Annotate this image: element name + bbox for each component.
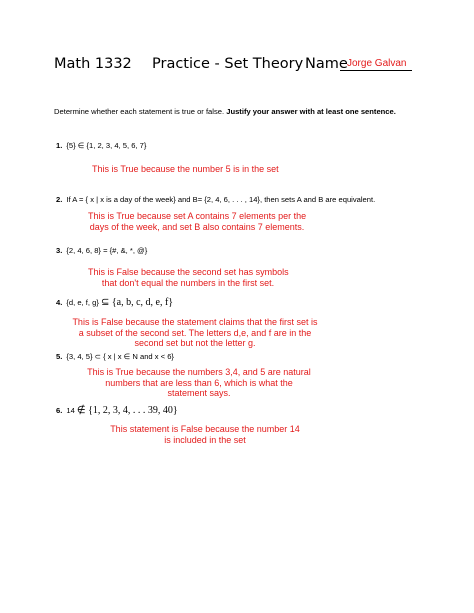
question-text: 14 xyxy=(66,406,77,415)
answer-line: second set but not the letter g. xyxy=(134,338,256,348)
question-text: {5} ∈ {1, 2, 3, 4, 5, 6, 7} xyxy=(66,141,147,150)
course-title: Math 1332 xyxy=(54,56,132,72)
question-2 xyxy=(56,195,375,204)
question-5 xyxy=(56,352,174,361)
question-1 xyxy=(56,141,146,150)
answer-line: that don't equal the numbers in the first set. xyxy=(101,277,275,288)
worksheet-title: Practice - Set Theory xyxy=(152,56,304,72)
question-4 xyxy=(56,297,173,308)
question-number: 1. xyxy=(56,141,63,150)
answer-line: This statement is False because the number 14 xyxy=(110,424,300,434)
question-number: 5. xyxy=(56,352,63,361)
answer-line: numbers that are less than 6, which is what the xyxy=(105,377,293,388)
answer-line: This is True because set A contains 7 elements per the xyxy=(88,211,307,221)
question-math: ∉ {1, 2, 3, 4, . . . 39, 40} xyxy=(76,405,178,416)
question-number: 6. xyxy=(56,406,63,415)
answer-line: statement says. xyxy=(167,388,231,398)
question-6 xyxy=(56,405,178,416)
answer-6 xyxy=(100,424,310,445)
name-label: Name xyxy=(305,56,348,72)
answer-3 xyxy=(88,267,288,288)
answer-line: This is False because the statement claims that the first set is xyxy=(72,317,318,327)
answer-line: a subset of the second set. The letters d,e, and f are in the xyxy=(78,327,312,338)
question-number: 2. xyxy=(56,195,63,204)
instructions-plain: Determine whether each statement is true or false. xyxy=(54,107,227,116)
question-number: 3. xyxy=(56,246,63,255)
answer-line: This is True because the numbers 3,4, and 5 are natural xyxy=(87,367,311,377)
question-text: {2, 4, 6, 8} = {#, &, *, @} xyxy=(66,246,148,255)
question-text: {3, 4, 5} ⊂ { x | x ∈ N and x < 6} xyxy=(66,352,174,361)
answer-4 xyxy=(70,317,320,349)
answer-line: This is False because the second set has symbols xyxy=(88,267,289,277)
answer-1 xyxy=(92,164,279,175)
question-3 xyxy=(56,246,147,255)
question-math: ⊆ {a, b, c, d, e, f} xyxy=(100,297,174,308)
answer-line: is included in the set xyxy=(164,434,246,445)
question-text: If A = { x | x is a day of the week} and B= {2, 4, 6, . . . , 14}, then sets A and B are equivalent. xyxy=(66,195,376,204)
instructions xyxy=(54,107,396,116)
answer-5 xyxy=(84,367,314,399)
question-number: 4. xyxy=(56,298,63,307)
student-name: Jorge Galvan xyxy=(347,58,407,69)
answer-line: This is True because the number 5 is in the set xyxy=(92,164,279,174)
instructions-bold: Justify your answer with at least one sentence. xyxy=(226,107,396,116)
answer-line: days of the week, and set B also contains 7 elements. xyxy=(89,221,305,232)
name-underline xyxy=(340,70,412,71)
answer-2 xyxy=(88,211,306,232)
question-text: {d, e, f, g} xyxy=(66,298,101,307)
